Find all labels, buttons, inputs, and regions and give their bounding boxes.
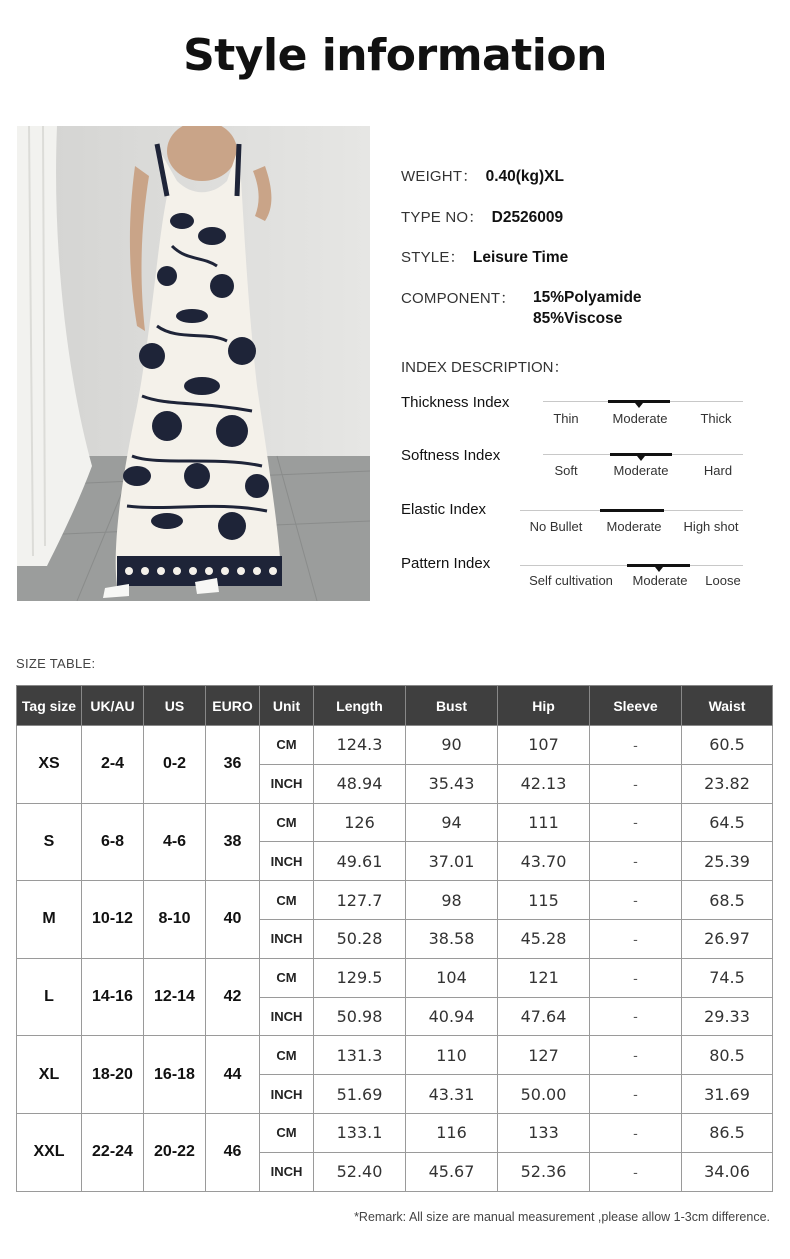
unit-cell: CM [260, 1113, 314, 1152]
unit-cell: CM [260, 726, 314, 765]
thickness-option: Moderate [612, 411, 668, 426]
component-value: 15%Polyamide [533, 289, 642, 306]
size-table-header [17, 686, 773, 726]
euro-cell: 46 [206, 1113, 260, 1191]
measurement-cell: 98 [406, 881, 498, 920]
measurement-cell: - [590, 919, 682, 958]
elastic-index-indicator [600, 509, 664, 512]
pattern-option: Moderate [632, 573, 688, 588]
table-row [17, 881, 773, 920]
header-cell: Hip [498, 686, 590, 726]
tag-size-cell: XS [17, 726, 82, 804]
us-cell: 20-22 [144, 1113, 206, 1191]
measurement-cell: 52.40 [314, 1152, 406, 1191]
measurement-cell: - [590, 764, 682, 803]
measurement-cell: 133.1 [314, 1113, 406, 1152]
measurement-cell: 64.5 [682, 803, 773, 842]
softness-index-marker-icon [637, 456, 645, 461]
tag-size-cell: M [17, 881, 82, 959]
measurement-cell: - [590, 803, 682, 842]
us-cell: 0-2 [144, 726, 206, 804]
measurement-cell: 86.5 [682, 1113, 773, 1152]
measurement-cell: 121 [498, 958, 590, 997]
measurement-cell: 133 [498, 1113, 590, 1152]
style-label: STYLE： [401, 249, 465, 266]
pattern-index-title: Pattern Index [401, 555, 491, 572]
measurement-cell: 42.13 [498, 764, 590, 803]
measurement-cell: 23.82 [682, 764, 773, 803]
type-label: TYPE NO： [401, 209, 484, 226]
weight-row [401, 165, 564, 186]
unit-cell: INCH [260, 997, 314, 1036]
unit-cell: INCH [260, 1152, 314, 1191]
uk-au-cell: 10-12 [82, 881, 144, 959]
component-row [401, 287, 516, 308]
measurement-cell: 124.3 [314, 726, 406, 765]
thickness-option: Thick [700, 411, 732, 426]
unit-cell: CM [260, 881, 314, 920]
unit-cell: INCH [260, 842, 314, 881]
table-row [17, 726, 773, 765]
measurement-cell: 48.94 [314, 764, 406, 803]
component-label: COMPONENT： [401, 290, 516, 307]
measurement-cell: 127.7 [314, 881, 406, 920]
elastic-option: No Bullet [529, 519, 583, 534]
measurement-cell: 129.5 [314, 958, 406, 997]
measurement-cell: 90 [406, 726, 498, 765]
thickness-index-marker-icon [635, 403, 643, 408]
elastic-index-title: Elastic Index [401, 501, 487, 518]
measurement-cell: - [590, 1152, 682, 1191]
component-value: 85%Viscose [533, 310, 623, 327]
measurement-cell: 43.70 [498, 842, 590, 881]
measurement-cell: - [590, 1036, 682, 1075]
header-cell: Bust [406, 686, 498, 726]
header-cell: Sleeve [590, 686, 682, 726]
table-row [17, 803, 773, 842]
pattern-option: Loose [705, 573, 741, 588]
measurement-cell: 35.43 [406, 764, 498, 803]
measurement-cell: 127 [498, 1036, 590, 1075]
measurement-cell: - [590, 1113, 682, 1152]
measurement-cell: - [590, 881, 682, 920]
measurement-cell: 107 [498, 726, 590, 765]
type-row [401, 206, 563, 227]
header-cell: Unit [260, 686, 314, 726]
measurement-cell: 110 [406, 1036, 498, 1075]
weight-value: 0.40(kg)XL [485, 168, 564, 185]
measurement-cell: 25.39 [682, 842, 773, 881]
measurement-cell: 80.5 [682, 1036, 773, 1075]
measurement-cell: 45.67 [406, 1152, 498, 1191]
tag-size-cell: XXL [17, 1113, 82, 1191]
measurement-cell: 51.69 [314, 1075, 406, 1114]
measurement-cell: - [590, 842, 682, 881]
elastic-option: High shot [683, 519, 739, 534]
unit-cell: CM [260, 803, 314, 842]
euro-cell: 36 [206, 726, 260, 804]
unit-cell: INCH [260, 764, 314, 803]
elastic-option: Moderate [606, 519, 662, 534]
unit-cell: CM [260, 1036, 314, 1075]
softness-option: Hard [703, 463, 733, 478]
page-title: Style information [183, 30, 607, 81]
size-table [16, 685, 773, 1192]
measurement-cell: 49.61 [314, 842, 406, 881]
measurement-cell: 68.5 [682, 881, 773, 920]
pattern-index-marker-icon [655, 567, 663, 572]
measurement-cell: 50.28 [314, 919, 406, 958]
euro-cell: 40 [206, 881, 260, 959]
unit-cell: CM [260, 958, 314, 997]
measurement-cell: 38.58 [406, 919, 498, 958]
measurement-cell: 111 [498, 803, 590, 842]
size-table-label: SIZE TABLE: [16, 656, 96, 671]
table-row [17, 1036, 773, 1075]
euro-cell: 38 [206, 803, 260, 881]
measurement-cell: 131.3 [314, 1036, 406, 1075]
measurement-cell: 74.5 [682, 958, 773, 997]
us-cell: 4-6 [144, 803, 206, 881]
uk-au-cell: 22-24 [82, 1113, 144, 1191]
measurement-cell: - [590, 726, 682, 765]
measurement-cell: 43.31 [406, 1075, 498, 1114]
measurement-cell: 40.94 [406, 997, 498, 1036]
measurement-cell: 52.36 [498, 1152, 590, 1191]
us-cell: 12-14 [144, 958, 206, 1036]
tag-size-cell: L [17, 958, 82, 1036]
header-cell: Length [314, 686, 406, 726]
measurement-cell: 116 [406, 1113, 498, 1152]
uk-au-cell: 14-16 [82, 958, 144, 1036]
index-description-label: INDEX DESCRIPTION： [401, 359, 569, 376]
tag-size-cell: S [17, 803, 82, 881]
header-cell: EURO [206, 686, 260, 726]
unit-cell: INCH [260, 919, 314, 958]
measurement-cell: 126 [314, 803, 406, 842]
product-photo [17, 126, 370, 601]
measurement-cell: 26.97 [682, 919, 773, 958]
measurement-cell: 60.5 [682, 726, 773, 765]
measurement-cell: 50.00 [498, 1075, 590, 1114]
table-row [17, 1113, 773, 1152]
table-row [17, 958, 773, 997]
measurement-cell: - [590, 958, 682, 997]
thickness-index-title: Thickness Index [401, 394, 510, 411]
uk-au-cell: 18-20 [82, 1036, 144, 1114]
us-cell: 16-18 [144, 1036, 206, 1114]
euro-cell: 42 [206, 958, 260, 1036]
component-values [533, 287, 642, 329]
measurement-cell: 104 [406, 958, 498, 997]
tag-size-cell: XL [17, 1036, 82, 1114]
type-value: D2526009 [491, 209, 564, 226]
style-row [401, 246, 568, 267]
header-cell: UK/AU [82, 686, 144, 726]
measurement-cell: 31.69 [682, 1075, 773, 1114]
uk-au-cell: 2-4 [82, 726, 144, 804]
measurement-cell: 34.06 [682, 1152, 773, 1191]
header-cell: US [144, 686, 206, 726]
pattern-option: Self cultivation [529, 573, 613, 588]
measurement-cell: 47.64 [498, 997, 590, 1036]
euro-cell: 44 [206, 1036, 260, 1114]
thickness-option: Thin [553, 411, 579, 426]
header-cell: Tag size [17, 686, 82, 726]
measurement-cell: 37.01 [406, 842, 498, 881]
unit-cell: INCH [260, 1075, 314, 1114]
measurement-cell: - [590, 997, 682, 1036]
header-cell: Waist [682, 686, 773, 726]
softness-index-title: Softness Index [401, 447, 501, 464]
us-cell: 8-10 [144, 881, 206, 959]
softness-option: Soft [554, 463, 578, 478]
measurement-cell: 50.98 [314, 997, 406, 1036]
measurement-cell: 29.33 [682, 997, 773, 1036]
remark-note: *Remark: All size are manual measurement ,please allow 1-3cm difference. [354, 1210, 770, 1224]
uk-au-cell: 6-8 [82, 803, 144, 881]
measurement-cell: 45.28 [498, 919, 590, 958]
measurement-cell: 94 [406, 803, 498, 842]
measurement-cell: 115 [498, 881, 590, 920]
style-value: Leisure Time [472, 249, 569, 266]
softness-option: Moderate [613, 463, 669, 478]
measurement-cell: - [590, 1075, 682, 1114]
weight-label: WEIGHT： [401, 168, 478, 185]
